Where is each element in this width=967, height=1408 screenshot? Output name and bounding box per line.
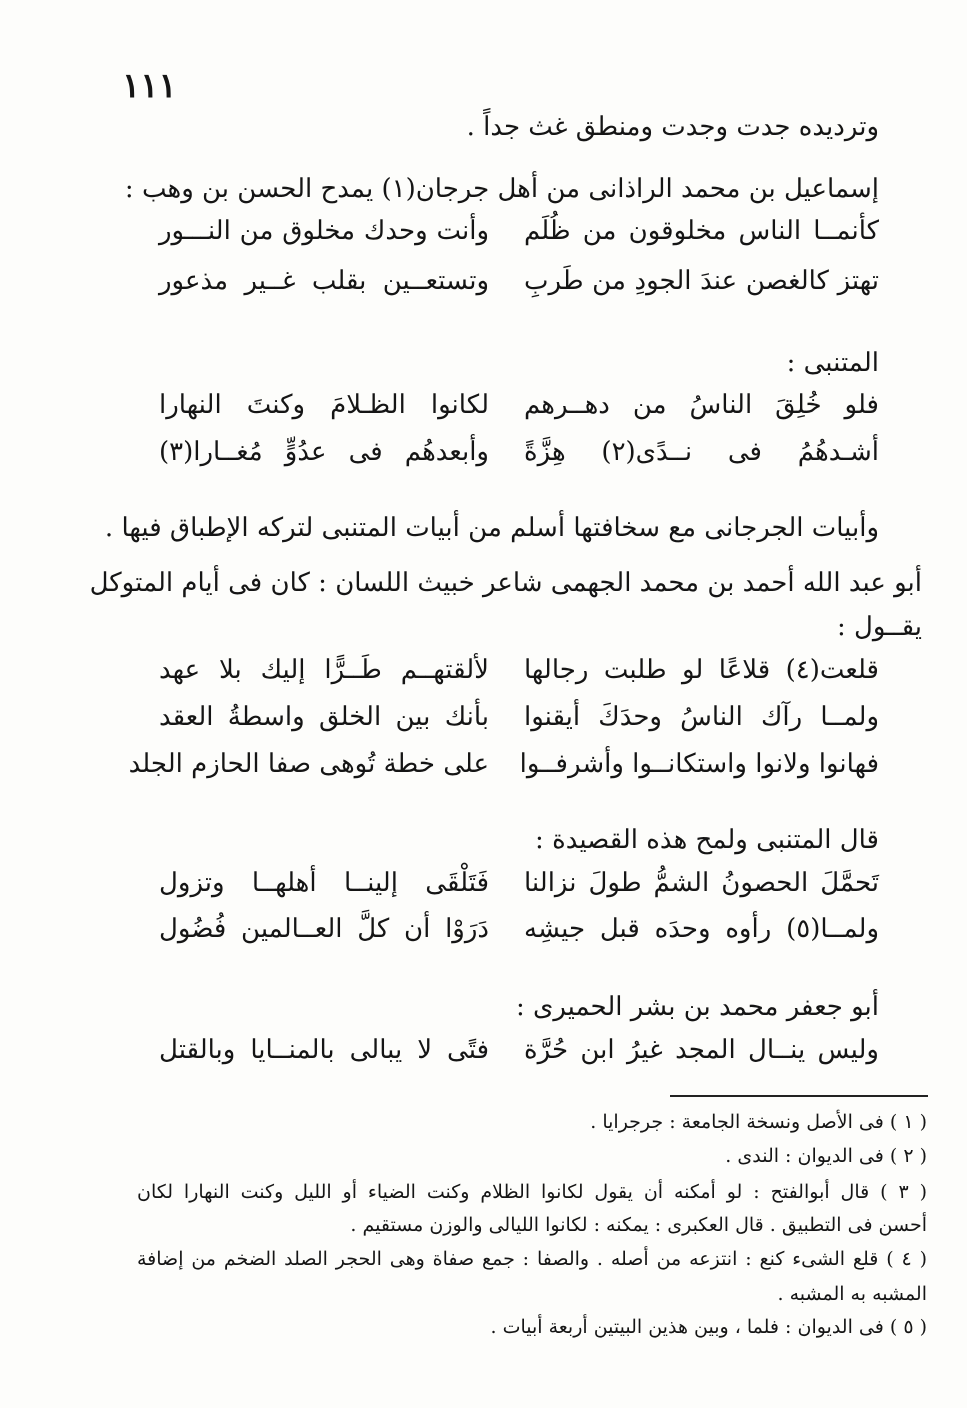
verse-second-hemistich: دَرَوْا أن كلَّ العــالمين فُضُول bbox=[159, 914, 489, 944]
paragraph-line: أبو عبد الله أحمد بن محمد الجهمى شاعر خبيث اللسان : كان فى أيام المتوكل bbox=[89, 568, 922, 598]
verse-line bbox=[159, 655, 879, 701]
page-number: ١١١ bbox=[122, 66, 177, 106]
footnote: ( ٢ ) فى الديوان : الندى . bbox=[725, 1145, 927, 1167]
verse-second-hemistich: على خطة تُوهى صفا الحازم الجلد bbox=[128, 749, 489, 779]
verse-line bbox=[159, 1035, 879, 1081]
verse-first-hemistich: وليس ينــال المجد غيرُ ابن حُرَّة bbox=[524, 1035, 879, 1065]
verse-first-hemistich: ولمــا رآك الناسُ وحدَكَ أيقنوا bbox=[524, 702, 879, 732]
verse-second-hemistich: بأنك بين الخلق واسطةُ العقد bbox=[159, 702, 489, 732]
footnote: ( ٤ ) قلع الشىء كنع : انتزعه من أصله . والصفا : جمع صفاة وهى الحجر الصلد الضخم من إضافة bbox=[137, 1248, 927, 1270]
verse-first-hemistich: فهانوا ولانوا واستكانــوا وأشرفــوا bbox=[519, 749, 879, 779]
poet-heading: قال المتنبى ولمح هذه القصيدة : bbox=[535, 825, 879, 855]
verse-second-hemistich: وتستعــين بقلب غــير مذعور bbox=[159, 266, 489, 296]
verse-second-hemistich: لكانوا الظـلامَ وكنتَ النهارا bbox=[159, 390, 489, 420]
footnote: ( ٣ ) قال أبوالفتح : لو أمكنه أن يقول لكانوا الظلام وكنت الضياء أو الليل وكنت النهارا لكان bbox=[137, 1181, 928, 1203]
verse-first-hemistich: ولمــا(٥) رأوه وحدَه قبل جيشِه bbox=[524, 914, 879, 944]
paragraph-line: يقــول : bbox=[837, 612, 922, 642]
verse-first-hemistich: قلعت(٤) قلاعًا لو طلبت رجالها bbox=[524, 655, 879, 685]
verse-first-hemistich: فلو خُلِقَ الناسُ من دهــرهم bbox=[524, 390, 879, 420]
verse-second-hemistich: وأبعدهُم فى عدُوٍّ مُغــارا(٣) bbox=[159, 437, 489, 467]
verse-first-hemistich: تَحمَّلَ الحصونُ الشمُّ طولَ نزالنا bbox=[524, 868, 879, 898]
poet-heading: أبو جعفر محمد بن بشر الحميرى : bbox=[515, 992, 879, 1022]
verse-line bbox=[159, 390, 879, 436]
paragraph-line: وترديده جدت وجدت ومنطق غث جداً . bbox=[466, 112, 879, 142]
poet-heading: إسماعيل بن محمد الراذانى من أهل جرجان(١) يمدح الحسن بن وهب : bbox=[124, 174, 879, 204]
verse-second-hemistich: فتًى لا يبالى بالمنــايا وبالقتل bbox=[159, 1035, 489, 1065]
verse-first-hemistich: كأنمــا الناس مخلوقون من ظُلَم bbox=[524, 216, 879, 246]
footnote-continuation: أحسن فى التطبيق . قال العكبرى : يمكنه : لكانوا الليالى والوزن مستقيم . bbox=[350, 1214, 927, 1236]
verse-second-hemistich: لألقتهــم طَــرًّا إليك بلا عهد bbox=[159, 655, 489, 685]
verse-line bbox=[159, 266, 879, 312]
verse-line bbox=[159, 868, 879, 914]
footnote-continuation: المشبه به المشبه . bbox=[777, 1283, 927, 1305]
verse-second-hemistich: وأنت وحدك مخلوق من النـــور bbox=[159, 216, 489, 246]
footnote: ( ١ ) فى الأصل ونسخة الجامعة : جرجرايا . bbox=[590, 1111, 927, 1133]
verse-second-hemistich: فَتَلْقَى إلينــا أهلهــا وتزول bbox=[159, 868, 489, 898]
verse-line bbox=[159, 914, 879, 960]
verse-line bbox=[159, 702, 879, 748]
footnote-divider bbox=[670, 1095, 928, 1097]
verse-first-hemistich: تهتز كالغصن عندَ الجودِ من طَربِ bbox=[524, 266, 879, 296]
verse-line bbox=[159, 437, 879, 483]
paragraph-line: وأبيات الجرجانى مع سخافتها أسلم من أبيات المتنبى لتركه الإطباق فيها . bbox=[104, 513, 879, 543]
verse-line bbox=[159, 216, 879, 262]
verse-first-hemistich: أشـدهُمُ فى نــدًى(٢) هِزَّةً bbox=[524, 437, 879, 467]
footnote: ( ٥ ) فى الديوان : فلما ، وبين هذين البيتين أربعة أبيات . bbox=[490, 1316, 927, 1338]
poet-heading: المتنبى : bbox=[786, 348, 879, 378]
verse-line bbox=[128, 749, 879, 795]
